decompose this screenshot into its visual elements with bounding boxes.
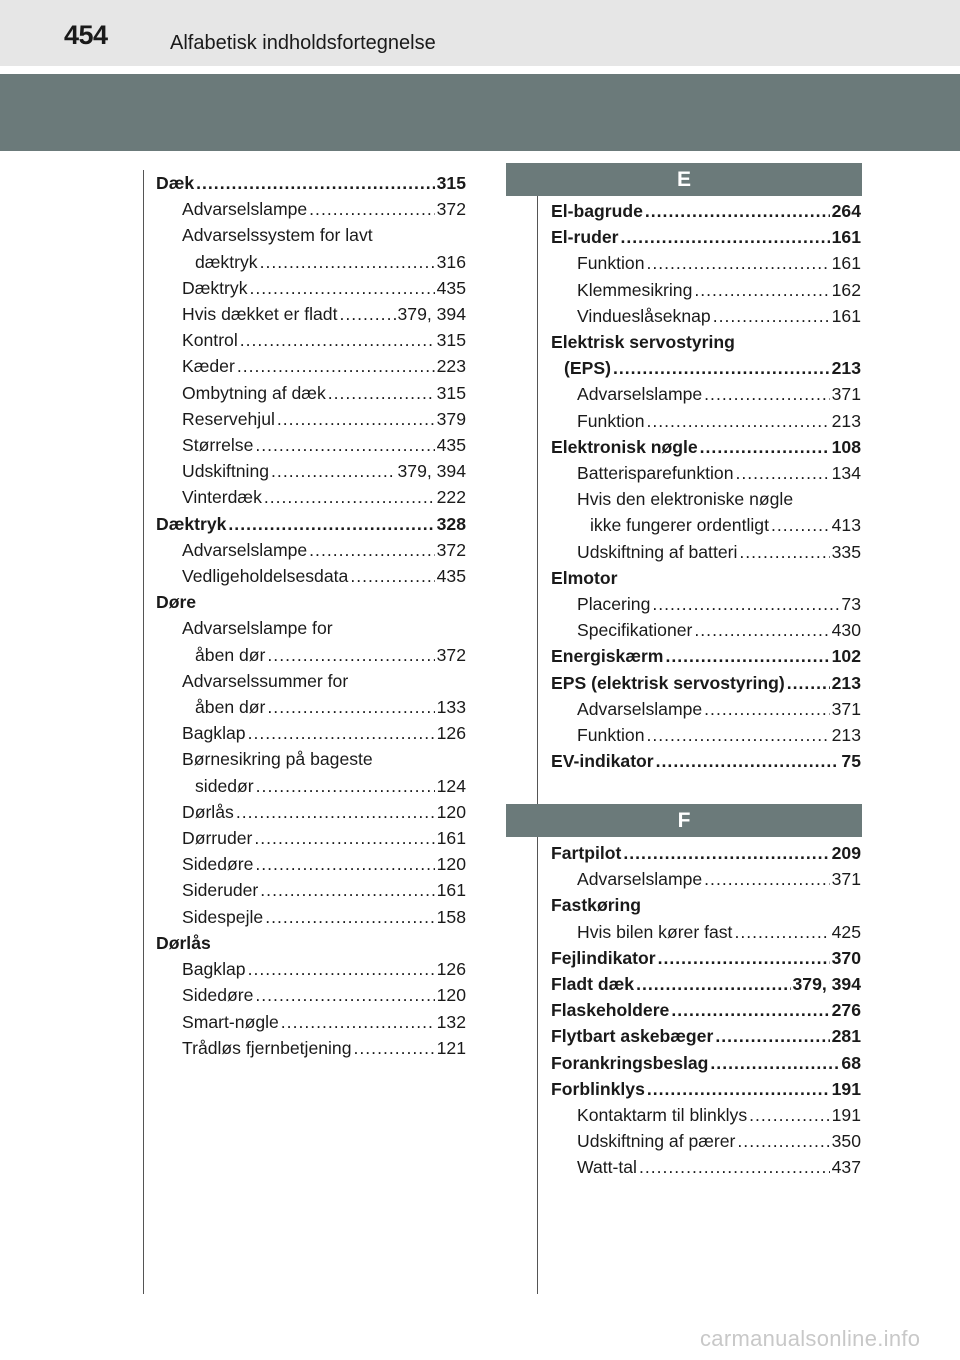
dot-leader	[260, 249, 435, 275]
entry-label: Sidedøre	[182, 985, 254, 1006]
dot-leader	[636, 971, 790, 997]
page-title: Alfabetisk indholdsfortegnelse	[170, 32, 436, 54]
index-entry	[551, 1050, 861, 1076]
index-entry	[551, 1128, 861, 1154]
entry-page-ref: 121	[436, 1037, 466, 1058]
entry-label: Flytbart askebæger	[551, 1026, 714, 1047]
entry-page-ref: 413	[831, 515, 861, 536]
column-rule-left	[143, 170, 144, 1294]
entry-label: Advarselslampe for	[182, 618, 333, 639]
dot-leader	[613, 355, 830, 381]
entry-page-ref: 161	[831, 253, 861, 274]
entry-page-ref: 120	[436, 985, 466, 1006]
entry-page-ref: 425	[831, 921, 861, 942]
dot-leader	[264, 484, 435, 510]
entry-label: Batterisparefunktion	[577, 463, 734, 484]
index-entry	[551, 381, 861, 407]
entry-label: Forblinklys	[551, 1078, 645, 1099]
dot-leader	[647, 1076, 830, 1102]
dot-leader	[350, 563, 434, 589]
entry-label: Hvis bilen kører fast	[577, 921, 733, 942]
index-entry	[551, 434, 861, 460]
dot-leader	[354, 1035, 435, 1061]
index-entry	[551, 997, 861, 1023]
entry-page-ref: 435	[436, 435, 466, 456]
entry-page-ref: 379, 394	[397, 461, 466, 482]
entry-label: Dørlås	[182, 801, 234, 822]
section-header-f: F	[506, 804, 862, 837]
entry-label: Smart-nøgle	[182, 1011, 279, 1032]
entry-label: El-ruder	[551, 227, 619, 248]
dot-leader	[645, 198, 830, 224]
dot-leader	[256, 773, 435, 799]
index-entry	[156, 249, 466, 275]
index-entry	[156, 301, 466, 327]
dot-leader	[267, 694, 434, 720]
entry-page-ref: 379, 394	[397, 304, 466, 325]
dot-leader	[735, 460, 829, 486]
index-entry	[156, 458, 466, 484]
dot-leader	[646, 250, 829, 276]
entry-page-ref: 191	[831, 1105, 861, 1126]
entry-page-ref: 102	[831, 646, 861, 667]
index-entry	[551, 696, 861, 722]
dot-leader	[196, 170, 435, 196]
dot-leader	[739, 539, 829, 565]
chapter-banner	[0, 74, 960, 151]
entry-label: Forankringsbeslag	[551, 1052, 709, 1073]
entry-label: Advarselssystem for lavt	[182, 225, 373, 246]
section-header-e: E	[506, 163, 862, 196]
entry-label: sidedør	[195, 775, 254, 796]
entry-label: Bagklap	[182, 723, 246, 744]
index-entry	[551, 329, 861, 355]
index-entry	[551, 617, 861, 643]
dot-leader	[646, 722, 829, 748]
entry-label: Elmotor	[551, 567, 618, 588]
entry-page-ref: 161	[436, 828, 466, 849]
dot-leader	[277, 406, 435, 432]
index-entry	[551, 591, 861, 617]
index-entry	[156, 563, 466, 589]
dot-leader	[787, 670, 830, 696]
index-entry	[551, 408, 861, 434]
entry-page-ref: 120	[436, 854, 466, 875]
entry-page-ref: 108	[831, 436, 861, 457]
entry-page-ref: 75	[841, 751, 861, 772]
index-entry	[156, 406, 466, 432]
dot-leader	[700, 434, 830, 460]
index-entry	[156, 956, 466, 982]
page-number: 454	[64, 20, 108, 50]
entry-label: Dørruder	[182, 828, 253, 849]
dot-leader	[737, 1128, 829, 1154]
entry-label: Funktion	[577, 410, 645, 431]
entry-page-ref: 162	[831, 279, 861, 300]
entry-label: Advarselssummer for	[182, 670, 349, 691]
entry-label: Ombytning af dæk	[182, 382, 326, 403]
entry-label: Vedligeholdelsesdata	[182, 566, 349, 587]
dot-leader	[248, 720, 435, 746]
index-entry	[551, 486, 861, 512]
entry-page-ref: 430	[831, 620, 861, 641]
index-entry	[156, 353, 466, 379]
index-entry	[551, 355, 861, 381]
entry-page-ref: 68	[841, 1052, 861, 1073]
entry-label: Kæder	[182, 356, 235, 377]
entry-label: Dæk	[156, 173, 195, 193]
dot-leader	[267, 642, 434, 668]
dot-leader	[639, 1154, 830, 1180]
entry-page-ref: 328	[436, 513, 466, 534]
entry-page-ref: 209	[831, 843, 861, 863]
entry-page-ref: 222	[436, 487, 466, 508]
entry-page-ref: 264	[831, 201, 861, 221]
index-entry	[156, 773, 466, 799]
index-entry	[551, 1023, 861, 1049]
entry-page-ref: 371	[831, 869, 861, 890]
entry-page-ref: 126	[436, 723, 466, 744]
dot-leader	[771, 512, 830, 538]
entry-label: Fastkøring	[551, 895, 641, 916]
entry-page-ref: 158	[436, 906, 466, 927]
entry-label: EPS (elektrisk servostyring)	[551, 672, 785, 693]
entry-page-ref: 133	[436, 697, 466, 718]
entry-label: Fartpilot	[551, 843, 622, 863]
index-section-f	[551, 840, 861, 1181]
entry-page-ref: 161	[436, 880, 466, 901]
index-entry	[156, 380, 466, 406]
entry-page-ref: 350	[831, 1131, 861, 1152]
entry-label: Sidespejle	[182, 906, 264, 927]
index-entry	[156, 642, 466, 668]
index-entry	[156, 720, 466, 746]
dot-leader	[652, 591, 839, 617]
index-entry	[156, 851, 466, 877]
index-entry	[156, 327, 466, 353]
entry-page-ref: 315	[436, 382, 466, 403]
entry-page-ref: 316	[436, 251, 466, 272]
index-entry	[551, 512, 861, 538]
index-entry	[156, 825, 466, 851]
dot-leader	[671, 997, 829, 1023]
entry-label: Fejlindikator	[551, 947, 656, 968]
entry-label: Udskiftning af pærer	[577, 1131, 736, 1152]
dot-leader	[309, 537, 434, 563]
dot-leader	[240, 327, 435, 353]
entry-page-ref: 372	[436, 539, 466, 560]
entry-page-ref: 371	[831, 698, 861, 719]
entry-label: Hvis dækket er fladt	[182, 304, 338, 325]
dot-leader	[248, 956, 435, 982]
entry-label: Klemmesikring	[577, 279, 693, 300]
dot-leader	[704, 696, 829, 722]
dot-leader	[749, 1102, 830, 1128]
entry-label: Advarselslampe	[577, 869, 703, 890]
index-entry	[551, 539, 861, 565]
dot-leader	[620, 224, 829, 250]
index-entry	[551, 643, 861, 669]
entry-label: åben dør	[195, 697, 266, 718]
index-entry	[551, 565, 861, 591]
entry-label: dæktryk	[195, 251, 258, 272]
index-entry	[551, 945, 861, 971]
dot-leader	[623, 840, 829, 866]
index-entry	[551, 250, 861, 276]
index-entry	[551, 892, 861, 918]
dot-leader	[658, 945, 830, 971]
entry-page-ref: 435	[436, 566, 466, 587]
dot-leader	[328, 380, 435, 406]
entry-page-ref: 213	[831, 410, 861, 431]
index-section-e	[551, 198, 861, 774]
entry-label: Elektronisk nøgle	[551, 436, 698, 457]
dot-leader	[713, 303, 830, 329]
entry-label: Hvis den elektroniske nøgle	[577, 489, 794, 510]
dot-leader	[704, 866, 829, 892]
index-entry	[551, 277, 861, 303]
entry-label: Funktion	[577, 253, 645, 274]
index-entry	[156, 877, 466, 903]
entry-label: Sideruder	[182, 880, 259, 901]
entry-page-ref: 161	[831, 227, 861, 248]
dot-leader	[656, 748, 840, 774]
index-entry	[156, 589, 466, 615]
dot-leader	[704, 381, 829, 407]
entry-page-ref: 161	[831, 305, 861, 326]
column-rule-right	[537, 170, 538, 1294]
index-entry	[551, 971, 861, 997]
entry-label: Advarselslampe	[577, 698, 703, 719]
dot-leader	[265, 904, 434, 930]
index-entry	[551, 722, 861, 748]
index-entry	[156, 799, 466, 825]
entry-label: Udskiftning	[182, 461, 270, 482]
entry-label: Vindueslåseknap	[577, 305, 711, 326]
dot-leader	[281, 1009, 435, 1035]
dot-leader	[734, 919, 829, 945]
index-entry	[551, 460, 861, 486]
entry-page-ref: 223	[436, 356, 466, 377]
index-entry	[156, 694, 466, 720]
dot-leader	[237, 353, 435, 379]
header-bar	[0, 0, 960, 66]
dot-leader	[271, 458, 395, 484]
entry-page-ref: 281	[831, 1026, 861, 1047]
entry-label: Dæktryk	[182, 277, 248, 298]
entry-label: Reservehjul	[182, 408, 275, 429]
index-entry	[156, 537, 466, 563]
index-entry	[551, 748, 861, 774]
entry-page-ref: 435	[436, 277, 466, 298]
index-entry	[156, 615, 466, 641]
entry-label: Bagklap	[182, 959, 246, 980]
index-entry	[156, 484, 466, 510]
entry-label: Energiskærm	[551, 646, 664, 667]
index-entry	[156, 982, 466, 1008]
dot-leader	[715, 1023, 829, 1049]
entry-label: Advarselslampe	[182, 199, 308, 220]
dot-leader	[339, 301, 395, 327]
dot-leader	[255, 982, 434, 1008]
dot-leader	[694, 277, 829, 303]
entry-label: EV-indikator	[551, 751, 654, 772]
index-entry	[156, 275, 466, 301]
entry-label: Dæktryk	[156, 513, 227, 534]
entry-label: Kontrol	[182, 330, 238, 351]
dot-leader	[255, 851, 434, 877]
entry-label: ikke fungerer ordentligt	[590, 515, 769, 536]
entry-page-ref: 437	[831, 1157, 861, 1178]
index-entry	[156, 930, 466, 956]
dot-leader	[255, 432, 434, 458]
entry-page-ref: 276	[831, 1000, 861, 1021]
entry-page-ref: 213	[831, 725, 861, 746]
entry-page-ref: 372	[436, 644, 466, 665]
entry-page-ref: 124	[436, 775, 466, 796]
entry-label: Elektrisk servostyring	[551, 332, 735, 353]
index-entry	[551, 224, 861, 250]
index-entry	[551, 840, 861, 866]
entry-label: Vinterdæk	[182, 487, 262, 508]
dot-leader	[250, 275, 435, 301]
entry-label: Placering	[577, 594, 651, 615]
entry-label: Kontaktarm til blinklys	[577, 1105, 748, 1126]
entry-page-ref: 379	[436, 408, 466, 429]
entry-page-ref: 213	[831, 672, 861, 693]
entry-label: Advarselslampe	[182, 539, 308, 560]
entry-label: Størrelse	[182, 435, 254, 456]
dot-leader	[646, 408, 829, 434]
dot-leader	[694, 617, 829, 643]
dot-leader	[260, 877, 434, 903]
dot-leader	[309, 196, 434, 222]
entry-page-ref: 213	[831, 358, 861, 379]
entry-label: åben dør	[195, 644, 266, 665]
index-entry	[156, 1035, 466, 1061]
index-entry	[156, 432, 466, 458]
entry-page-ref: 372	[436, 199, 466, 220]
entry-label: Advarselslampe	[577, 384, 703, 405]
index-entry	[551, 866, 861, 892]
index-entry	[551, 1076, 861, 1102]
dot-leader	[236, 799, 435, 825]
entry-page-ref: 126	[436, 959, 466, 980]
index-entry	[551, 670, 861, 696]
index-entry	[551, 1102, 861, 1128]
index-entry	[156, 222, 466, 248]
index-entry	[551, 1154, 861, 1180]
index-column-left	[156, 170, 466, 1061]
entry-label: Flaskeholdere	[551, 1000, 670, 1021]
entry-label: Watt-tal	[577, 1157, 637, 1178]
dot-leader	[254, 825, 434, 851]
watermark: carmanualsonline.info	[700, 1326, 921, 1351]
entry-label: Funktion	[577, 725, 645, 746]
index-entry	[156, 170, 466, 196]
entry-page-ref: 379, 394	[792, 974, 861, 995]
index-entry	[156, 746, 466, 772]
index-entry	[156, 1009, 466, 1035]
entry-page-ref: 134	[831, 463, 861, 484]
entry-page-ref: 73	[841, 594, 861, 615]
entry-label: Fladt dæk	[551, 974, 635, 995]
dot-leader	[228, 511, 434, 537]
index-entry	[551, 303, 861, 329]
index-entry	[156, 904, 466, 930]
entry-label: Specifikationer	[577, 620, 693, 641]
index-entry	[551, 919, 861, 945]
entry-label: (EPS)	[564, 358, 611, 379]
index-entry	[156, 196, 466, 222]
entry-label: Dørlås	[156, 932, 211, 953]
entry-page-ref: 120	[436, 801, 466, 822]
entry-page-ref: 315	[436, 173, 466, 193]
entry-label: Børnesikring på bageste	[182, 749, 373, 770]
entry-page-ref: 191	[831, 1078, 861, 1099]
index-entry	[551, 198, 861, 224]
entry-page-ref: 335	[831, 541, 861, 562]
entry-page-ref: 315	[436, 330, 466, 351]
entry-label: El-bagrude	[551, 201, 643, 221]
entry-label: Trådløs fjernbetjening	[182, 1037, 352, 1058]
entry-page-ref: 371	[831, 384, 861, 405]
entry-label: Sidedøre	[182, 854, 254, 875]
dot-leader	[710, 1050, 839, 1076]
dot-leader	[665, 643, 829, 669]
index-entry	[156, 511, 466, 537]
entry-label: Døre	[156, 592, 197, 613]
entry-page-ref: 370	[831, 947, 861, 968]
entry-page-ref: 132	[436, 1011, 466, 1032]
index-entry	[156, 668, 466, 694]
entry-label: Udskiftning af batteri	[577, 541, 738, 562]
